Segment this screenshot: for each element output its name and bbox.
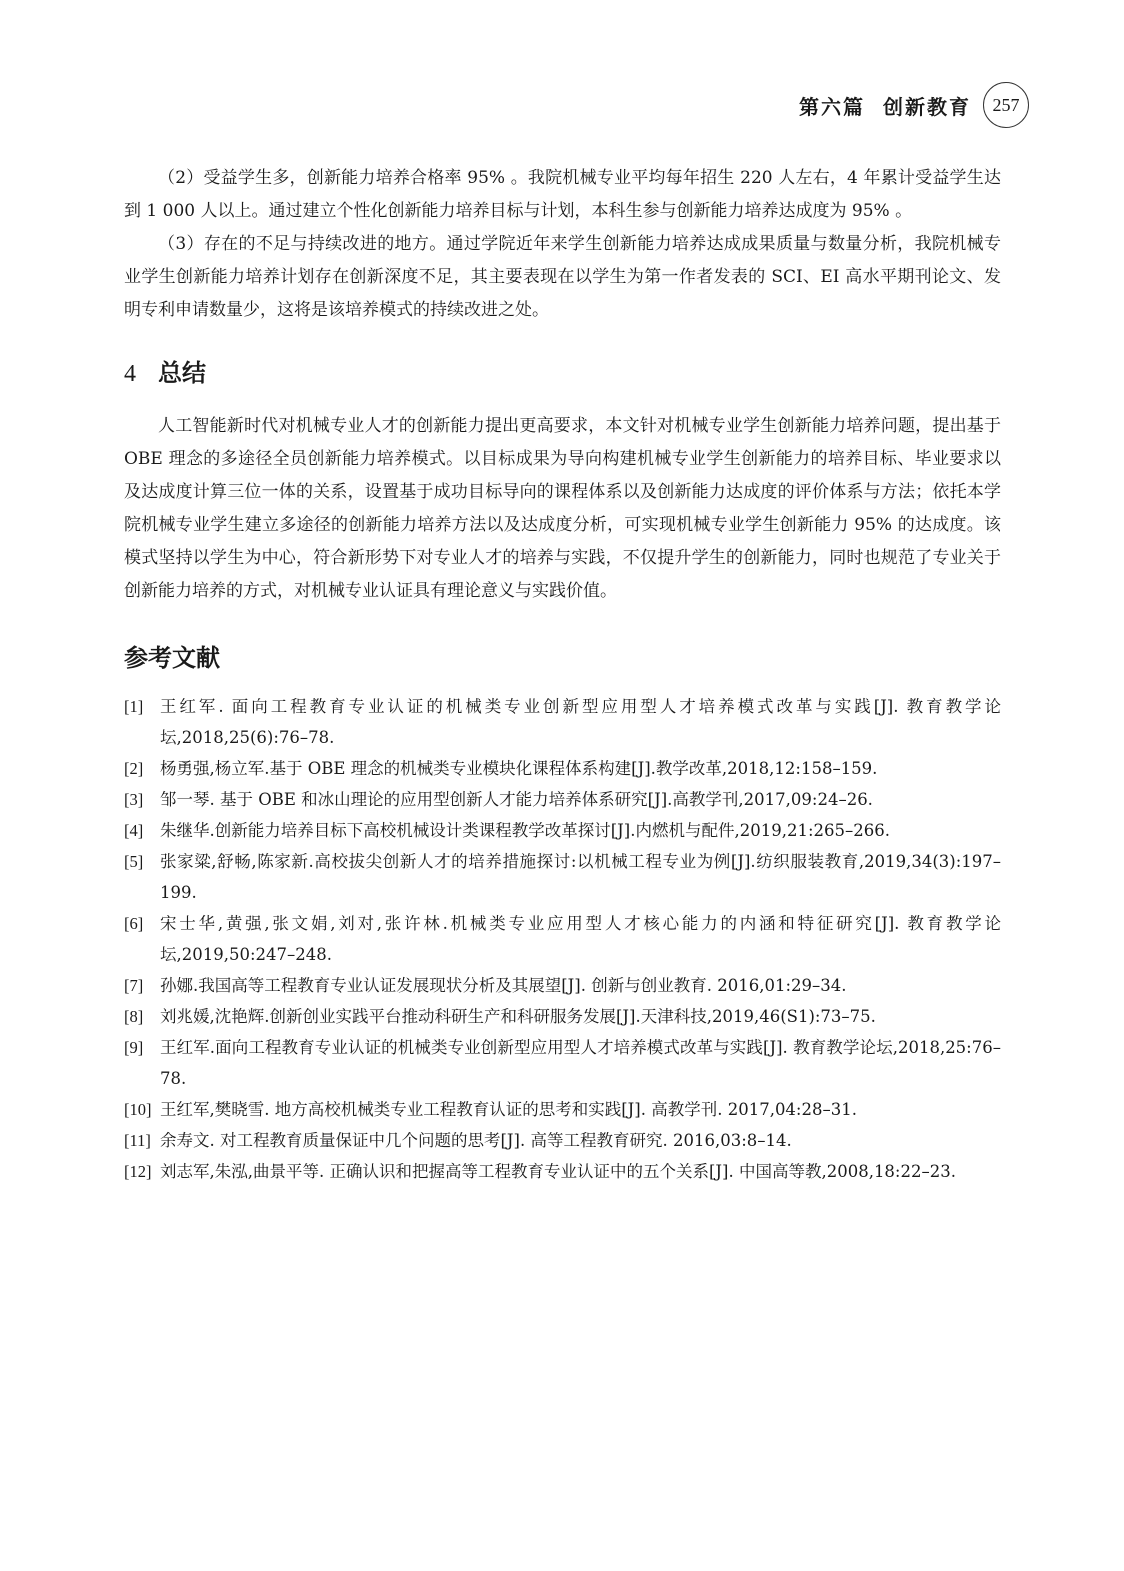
- reference-text: 王红军. 面向工程教育专业认证的机械类专业创新型应用型人才培养模式改革与实践[J]. 教育教学论坛,2018,25(6):76–78.: [160, 697, 1001, 747]
- running-header: [799, 82, 1029, 128]
- reference-item: [124, 1001, 1001, 1032]
- reference-text: 刘志军,朱泓,曲景平等. 正确认识和把握高等工程教育专业认证中的五个关系[J]. 中国高等教,2008,18:22–23.: [160, 1162, 956, 1181]
- reference-number: [3]: [124, 790, 144, 809]
- reference-number: [12]: [124, 1162, 152, 1181]
- reference-text: 刘兆媛,沈艳辉.创新创业实践平台推动科研生产和科研服务发展[J].天津科技,2019,46(S1):73–75.: [160, 1007, 876, 1026]
- reference-list: [124, 691, 1001, 1187]
- reference-number: [8]: [124, 1007, 144, 1026]
- reference-text: 张家粱,舒畅,陈家新.高校拔尖创新人才的培养措施探讨:以机械工程专业为例[J].纺织服装教育,2019,34(3):197–199.: [160, 852, 1001, 902]
- reference-number: [9]: [124, 1038, 144, 1057]
- paragraph-benefit: （2）受益学生多，创新能力培养合格率 95% 。我院机械专业平均每年招生 220 人左右，4 年累计受益学生达到 1 000 人以上。通过建立个性化创新能力培养目标与计划，本科生参与创新能力培养达成度为 95% 。: [124, 168, 1001, 221]
- reference-item: [124, 1156, 1001, 1187]
- reference-text: 王红军,樊晓雪. 地方高校机械类专业工程教育认证的思考和实践[J]. 高教学刊. 2017,04:28–31.: [160, 1100, 857, 1119]
- section-title: 总结: [158, 359, 206, 387]
- header-title: [799, 91, 971, 120]
- reference-item: [124, 691, 1001, 753]
- reference-number: [6]: [124, 914, 144, 933]
- page-number: 257: [983, 82, 1029, 128]
- references-heading: 参考文献: [124, 644, 220, 672]
- reference-text: 朱继华.创新能力培养目标下高校机械设计类课程教学改革探讨[J].内燃机与配件,2019,21:265–266.: [160, 821, 890, 840]
- reference-number: [10]: [124, 1100, 152, 1119]
- reference-item: [124, 908, 1001, 970]
- header-topic: 创新教育: [883, 94, 971, 119]
- reference-number: [4]: [124, 821, 144, 840]
- reference-item: [124, 784, 1001, 815]
- reference-text: 孙娜.我国高等工程教育专业认证发展现状分析及其展望[J]. 创新与创业教育. 2016,01:29–34.: [160, 976, 847, 995]
- section-number: 4: [124, 361, 136, 387]
- reference-number: [7]: [124, 976, 144, 995]
- reference-text: 杨勇强,杨立军.基于 OBE 理念的机械类专业模块化课程体系构建[J].教学改革,2018,12:158–159.: [160, 759, 878, 778]
- reference-item: [124, 1125, 1001, 1156]
- reference-text: 余寿文. 对工程教育质量保证中几个问题的思考[J]. 高等工程教育研究. 2016,03:8–14.: [160, 1131, 792, 1150]
- section-heading-summary: [124, 353, 1001, 388]
- reference-number: [11]: [124, 1131, 151, 1150]
- reference-item: [124, 815, 1001, 846]
- reference-text: 宋士华,黄强,张文娟,刘对,张许林.机械类专业应用型人才核心能力的内涵和特征研究[J]. 教育教学论坛,2019,50:247–248.: [160, 914, 1001, 964]
- paragraph-shortcomings: （3）存在的不足与持续改进的地方。通过学院近年来学生创新能力培养达成成果质量与数量分析，我院机械专业学生创新能力培养计划存在创新深度不足，其主要表现在以学生为第一作者发表的 SCI、EI 高水平期刊论文、发明专利申请数量少，这将是该培养模式的持续改进之处。: [124, 234, 1001, 320]
- reference-item: [124, 846, 1001, 908]
- reference-number: [5]: [124, 852, 144, 871]
- reference-text: 邹一琴. 基于 OBE 和冰山理论的应用型创新人才能力培养体系研究[J].高教学刊,2017,09:24–26.: [160, 790, 873, 809]
- reference-number: [2]: [124, 759, 144, 778]
- page-content: [124, 162, 1001, 1187]
- reference-item: [124, 753, 1001, 784]
- paragraph-summary: 人工智能新时代对机械专业人才的创新能力提出更高要求，本文针对机械专业学生创新能力培养问题，提出基于 OBE 理念的多途径全员创新能力培养模式。以目标成果为导向构建机械专业学生创新能力的培养目标、毕业要求以及达成度计算三位一体的关系，设置基于成功目标导向的课程体系以及创新能力达成度的评价体系与方法；依托本学院机械专业学生建立多途径的创新能力培养方法以及达成度分析，可实现机械专业学生创新能力 95% 的达成度。该模式坚持以学生为中心，符合新形势下对专业人才的培养与实践，不仅提升学生的创新能力，同时也规范了专业关于创新能力培养的方式，对机械专业认证具有理论意义与实践价值。: [124, 416, 1001, 601]
- reference-number: [1]: [124, 697, 144, 716]
- reference-item: [124, 970, 1001, 1001]
- header-part: 第六篇: [799, 94, 865, 119]
- reference-text: 王红军.面向工程教育专业认证的机械类专业创新型应用型人才培养模式改革与实践[J]. 教育教学论坛,2018,25:76–78.: [160, 1038, 1001, 1088]
- reference-item: [124, 1032, 1001, 1094]
- reference-item: [124, 1094, 1001, 1125]
